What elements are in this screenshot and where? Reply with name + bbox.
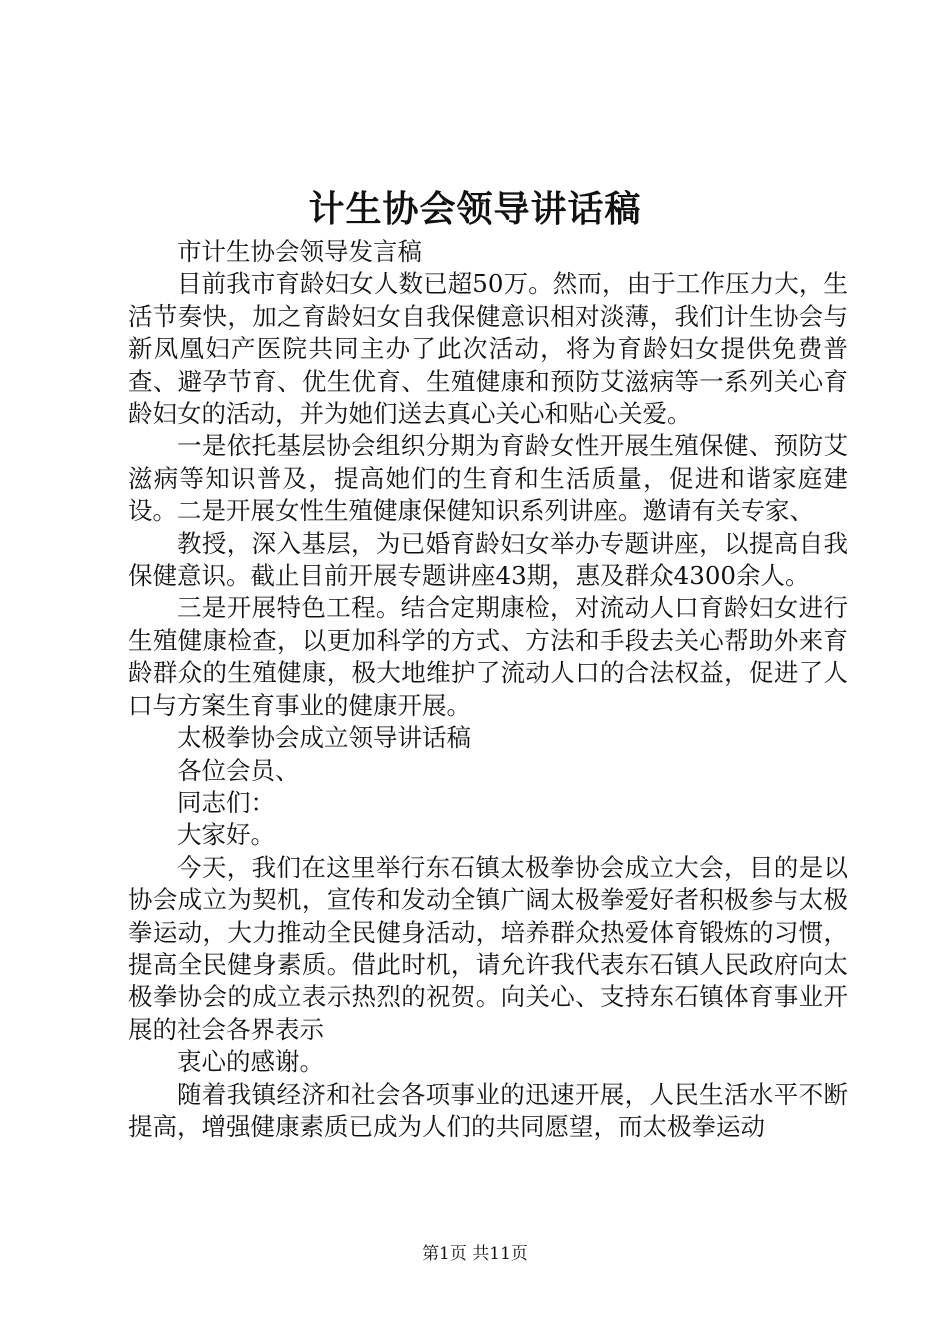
paragraph: 衷心的感谢。 [177, 1047, 324, 1077]
paragraph: 各位会员、 [177, 755, 300, 785]
paragraph: 随着我镇经济和社会各项事业的迅速开展，人民生活水平不断提高，增强健康素质已成为人们的共同愿望，而太极拳运动 [128, 1079, 848, 1141]
paragraph: 一是依托基层协会组织分期为育龄女性开展生殖保健、预防艾滋病等知识普及，提高她们的生育和生活质量，促进和谐家庭建设。二是开展女性生殖健康保健知识系列讲座。邀请有关专家、 [128, 431, 848, 526]
paragraph: 太极拳协会成立领导讲话稿 [177, 723, 471, 753]
page-footer: 第1页 共11页 [422, 1244, 528, 1264]
paragraph: 市计生协会领导发言稿 [177, 237, 422, 266]
document-body [128, 236, 848, 1143]
paragraph: 大家好。 [177, 820, 275, 850]
paragraph: 今天，我们在这里举行东石镇太极拳协会成立大会，目的是以协会成立为契机，宣传和发动全镇广阔太极拳爱好者积极参与太极拳运动，大力推动全民健身活动，培养群众热爱体育锻炼的习惯，提高全民健身素质。借此时机，请允许我代表东石镇人民政府向太极拳协会的成立表示热烈的祝贺。向关心、支持东石镇体育事业开展的社会各界表示 [128, 852, 848, 1044]
document-title: 计生协会领导讲话稿 [308, 188, 642, 230]
paragraph: 教授，深入基层，为已婚育龄妇女举办专题讲座，以提高自我保健意识。截止目前开展专题讲座43期，惠及群众4300余人。 [128, 528, 848, 591]
paragraph: 目前我市育龄妇女人数已超50万。然而，由于工作压力大，生活节奏快，加之育龄妇女自我保健意识相对淡薄，我们计生协会与新凤凰妇产医院共同主办了此次活动，将为育龄妇女提供免费普查、避孕节育、优生优育、生殖健康和预防艾滋病等一系列关心育龄妇女的活动，并为她们送去真心关心和贴心关爱。 [128, 269, 848, 429]
paragraph: 同志们： [177, 787, 275, 817]
paragraph: 三是开展特色工程。结合定期康检，对流动人口育龄妇女进行生殖健康检查，以更加科学的方式、方法和手段去关心帮助外来育龄群众的生殖健康，极大地维护了流动人口的合法权益，促进了人口与方案生育事业的健康开展。 [128, 593, 848, 720]
